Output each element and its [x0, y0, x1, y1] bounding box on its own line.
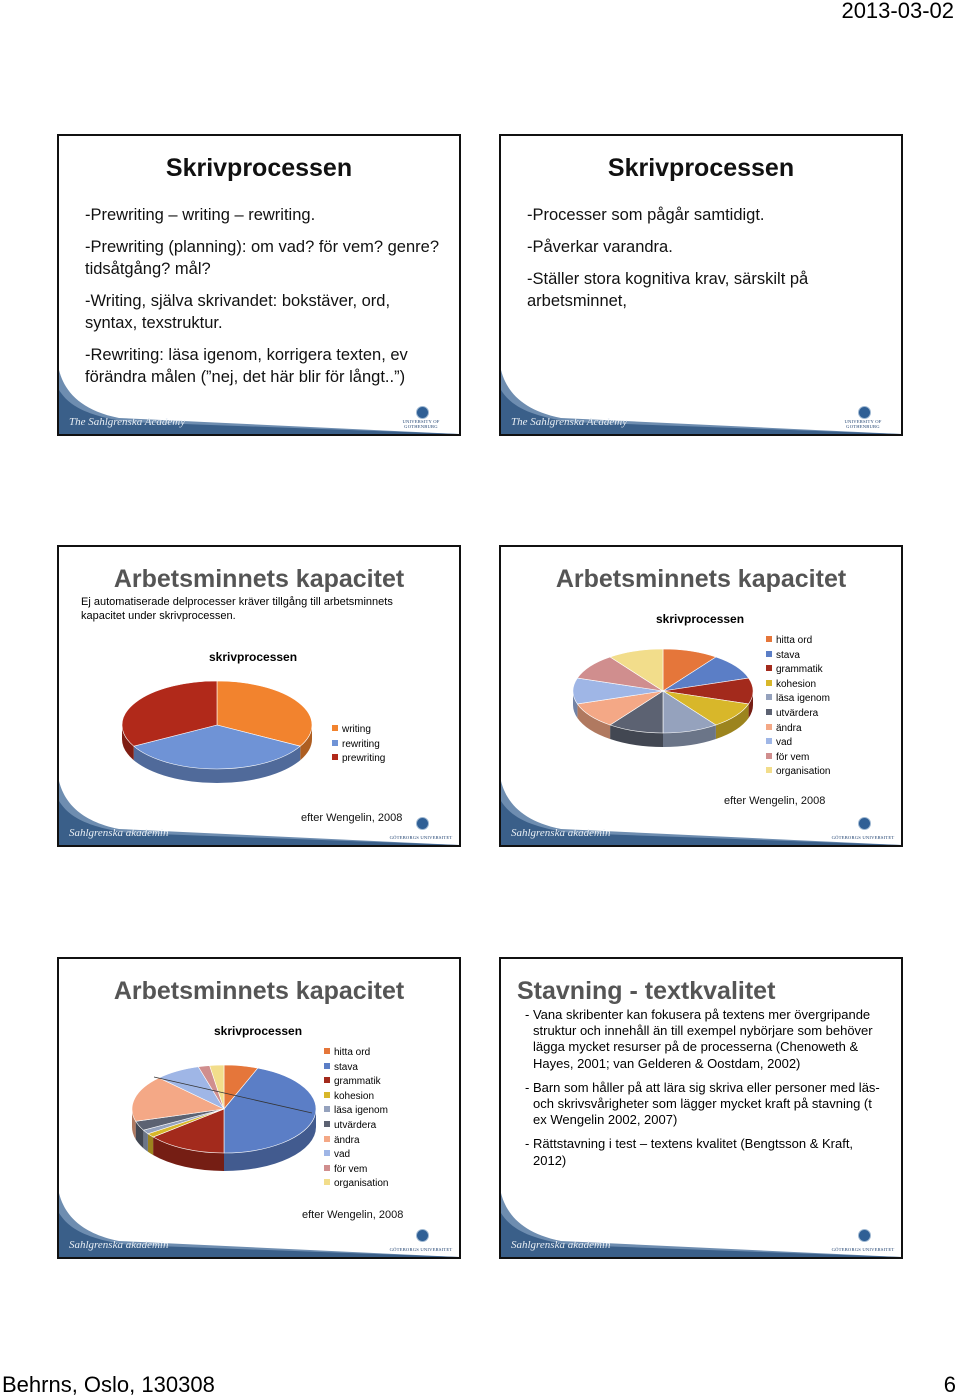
chart-title: skrivprocessen — [209, 650, 298, 664]
legend-swatch — [324, 1165, 330, 1171]
legend-item — [766, 765, 830, 780]
legend-label: hitta ord — [334, 1047, 371, 1058]
legend-label: grammatik — [776, 664, 823, 676]
legend-label: stava — [334, 1061, 358, 1073]
slide-4 — [499, 545, 903, 847]
legend-item — [324, 1046, 388, 1061]
slide-title: Stavning - textkvalitet — [517, 977, 776, 1005]
university-name: GÖTEBORGS UNIVERSITET — [831, 1247, 895, 1252]
slide-line: -Writing, själva skrivandet: bokstäver, ord, syntax, texstruktur. — [85, 292, 391, 332]
slide-6 — [499, 957, 903, 1259]
academy-name: The Sahlgrenska Academy — [511, 416, 628, 428]
chart-legend — [332, 723, 385, 767]
bullet-list — [523, 1007, 883, 1177]
legend-label: vad — [334, 1149, 351, 1161]
university-name: GÖTEBORGS UNIVERSITET — [389, 1247, 453, 1252]
slide-5 — [57, 957, 461, 1259]
page-number: 6 — [943, 1372, 956, 1397]
university-seal-icon — [416, 1229, 429, 1242]
legend-item — [332, 738, 385, 753]
legend-item — [332, 752, 385, 767]
university-seal-icon — [858, 1229, 871, 1242]
legend-swatch — [766, 753, 772, 759]
legend-label: organisation — [334, 1178, 389, 1190]
slide-title: Arbetsminnets kapacitet — [113, 977, 405, 1005]
legend-label: ändra — [334, 1134, 360, 1146]
slide-line: -Prewriting (planning): om vad? för vem? genre? tidsåtgång? mål? — [85, 238, 440, 278]
legend-swatch — [766, 724, 772, 730]
legend-label: hitta ord — [776, 635, 813, 646]
bullet-item: - Rättstavning i test – textens kvalitet (Bengtsson & Kraft, 2012) — [525, 1136, 854, 1168]
legend-swatch — [324, 1121, 330, 1127]
university-name: UNIVERSITY OF GOTHENBURG — [844, 419, 882, 429]
legend-swatch — [324, 1136, 330, 1142]
university-seal-icon — [416, 817, 429, 830]
legend-item — [766, 649, 830, 664]
legend-label: writing — [342, 724, 371, 735]
slide-title: Skrivprocessen — [607, 154, 795, 182]
academy-name: The Sahlgrenska Academy — [69, 416, 186, 428]
legend-swatch — [766, 709, 772, 715]
slide-body — [527, 204, 877, 322]
legend-label: utvärdera — [776, 707, 819, 719]
legend-item — [766, 736, 830, 751]
slide-1 — [57, 134, 461, 436]
legend-swatch — [332, 740, 338, 746]
legend-swatch — [766, 680, 772, 686]
pie-chart — [571, 645, 761, 765]
legend-swatch — [324, 1150, 330, 1156]
legend-item — [324, 1177, 388, 1192]
bullet-item: - Barn som håller på att lära sig skriva eller personer med läs- och skrivsvårigheter som lägger mycket kraft på stavning (t ex Wengelin 2002, 2007) — [525, 1079, 880, 1128]
academy-name: Sahlgrenska akademin — [511, 827, 611, 839]
legend-item — [766, 751, 830, 766]
source-credit: efter Wengelin, 2008 — [301, 812, 403, 824]
chart-title: skrivprocessen — [214, 1024, 303, 1038]
legend-item — [324, 1090, 388, 1105]
legend-item — [766, 663, 830, 678]
legend-item — [324, 1119, 388, 1134]
legend-swatch — [766, 651, 772, 657]
slide-line: -Påverkar varandra. — [527, 238, 673, 256]
academy-name: Sahlgrenska akademin — [69, 1239, 169, 1251]
pie-chart — [124, 1057, 324, 1177]
legend-item — [766, 678, 830, 693]
legend-item — [766, 707, 830, 722]
academy-name: Sahlgrenska akademin — [511, 1239, 611, 1251]
legend-item — [324, 1134, 388, 1149]
legend-swatch — [324, 1063, 330, 1069]
legend-swatch — [332, 754, 338, 760]
chart-title: skrivprocessen — [656, 612, 745, 626]
legend-swatch — [332, 725, 338, 731]
legend-item — [324, 1163, 388, 1178]
legend-swatch — [324, 1077, 330, 1083]
legend-label: ändra — [776, 722, 802, 734]
legend-label: läsa igenom — [776, 693, 830, 705]
legend-item — [766, 722, 830, 737]
university-name: GÖTEBORGS UNIVERSITET — [389, 835, 453, 840]
legend-label: vad — [776, 737, 793, 749]
slide-line: -Ställer stora kognitiva krav, särskilt på arbetsminnet, — [527, 270, 809, 310]
slide-title: Skrivprocessen — [165, 154, 353, 182]
legend-label: utvärdera — [334, 1119, 377, 1131]
legend-label: för vem — [334, 1163, 368, 1175]
slide-title: Arbetsminnets kapacitet — [113, 565, 405, 593]
slide-intro: Ej automatiserade delprocesser kräver tillgång till arbetsminnets kapacitet under skrivprocessen. — [81, 596, 393, 622]
slide-line: -Prewriting – writing – rewriting. — [85, 206, 316, 224]
university-name: GÖTEBORGS UNIVERSITET — [831, 835, 895, 840]
legend-swatch — [766, 694, 772, 700]
chart-legend — [766, 634, 830, 780]
slide-3 — [57, 545, 461, 847]
university-seal-icon — [858, 406, 871, 419]
legend-label: grammatik — [334, 1076, 381, 1088]
legend-label: rewriting — [342, 738, 380, 750]
legend-swatch — [324, 1106, 330, 1112]
legend-swatch — [766, 636, 772, 642]
legend-swatch — [766, 767, 772, 773]
legend-label: organisation — [776, 766, 831, 778]
university-seal-icon — [416, 406, 429, 419]
legend-label: för vem — [776, 751, 810, 763]
legend-item — [766, 634, 830, 649]
legend-label: läsa igenom — [334, 1105, 388, 1117]
slide-body — [85, 204, 439, 398]
legend-swatch — [766, 738, 772, 744]
legend-label: prewriting — [342, 753, 386, 765]
university-seal-icon — [858, 817, 871, 830]
legend-item — [324, 1075, 388, 1090]
legend-label: kohesion — [334, 1090, 375, 1102]
page-date: 2013-03-02 — [841, 0, 954, 23]
university-name: UNIVERSITY OF GOTHENBURG — [402, 419, 440, 429]
academy-name: Sahlgrenska akademin — [69, 827, 169, 839]
slide-2 — [499, 134, 903, 436]
legend-item — [324, 1148, 388, 1163]
legend-label: stava — [776, 649, 800, 661]
source-credit: efter Wengelin, 2008 — [302, 1209, 404, 1221]
legend-item — [332, 723, 385, 738]
footer-author: Behrns, Oslo, 130308 — [2, 1372, 215, 1397]
legend-swatch — [324, 1179, 330, 1185]
legend-item — [766, 692, 830, 707]
slide-line: -Processer som pågår samtidigt. — [527, 206, 765, 224]
slide-title: Arbetsminnets kapacitet — [555, 565, 847, 593]
legend-item — [324, 1061, 388, 1076]
source-credit: efter Wengelin, 2008 — [724, 795, 826, 807]
slide-line: -Rewriting: läsa igenom, korrigera texten, ev förändra målen (”nej, det här blir för långt..”) — [85, 346, 408, 386]
legend-swatch — [324, 1048, 330, 1054]
bullet-item: - Vana skribenter kan fokusera på textens mer övergripande struktur och innehåll än till exempel nybörjare som behöver lägga mycket resurser på de processerna (Chenoweth & Hayes, 2001; van Gelderen & Oostdam, 2002) — [525, 1007, 873, 1071]
chart-legend — [324, 1046, 388, 1192]
legend-swatch — [766, 665, 772, 671]
legend-label: kohesion — [776, 678, 817, 690]
legend-swatch — [324, 1092, 330, 1098]
legend-item — [324, 1104, 388, 1119]
